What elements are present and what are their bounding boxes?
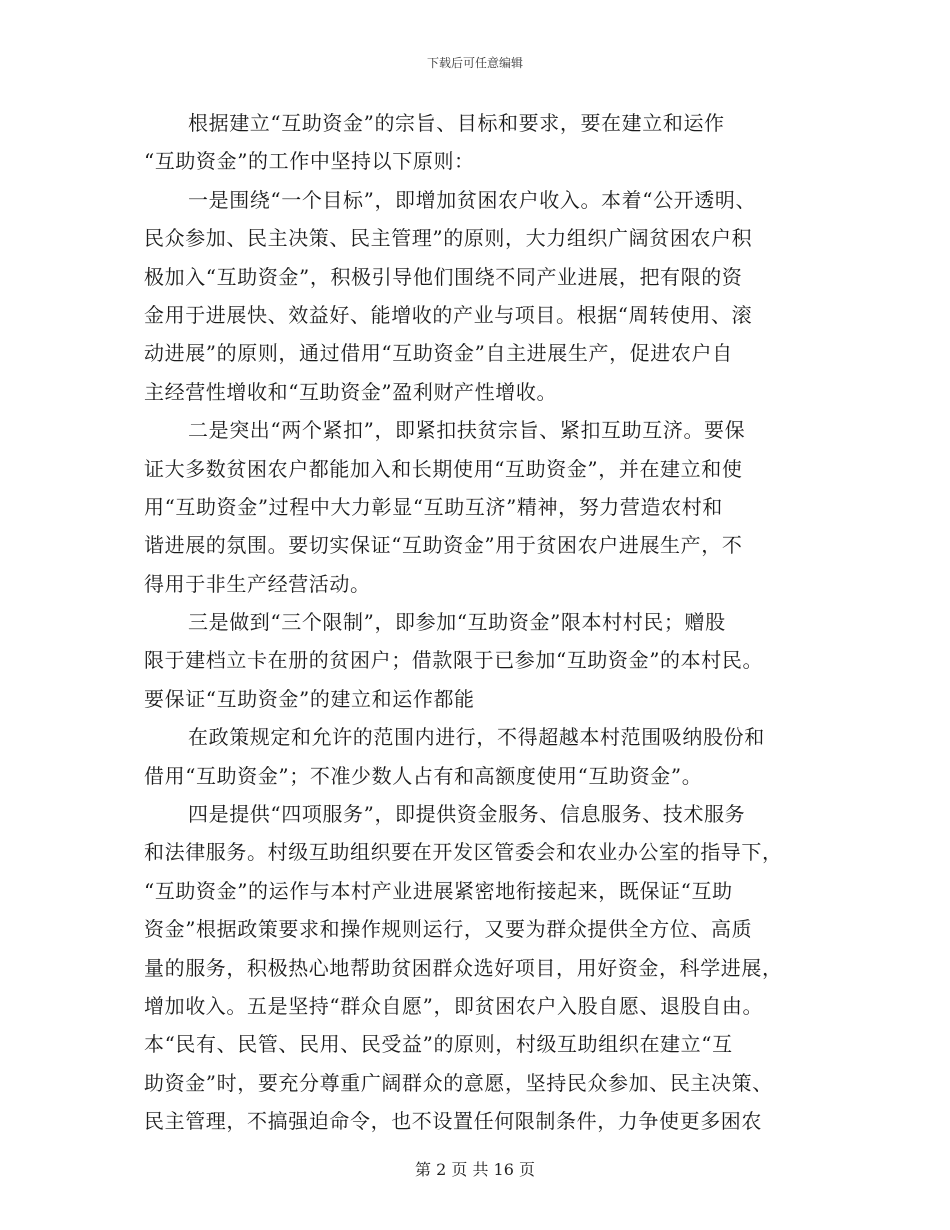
text-line: 三是做到“三个限制”，即参加“互助资金”限本村村民；赠股 [188, 610, 726, 635]
text-line: “互助资金”的工作中坚持以下原则： [144, 149, 475, 174]
text-line: “互助资金”的运作与本村产业进展紧密地衔接起来，既保证“互助 [144, 878, 733, 903]
text-line: 要保证“互助资金”的建立和运作都能 [144, 686, 475, 711]
text-line: 和法律服务。村级互助组织要在开发区管委会和农业办公室的指导下， [144, 840, 783, 865]
text-line: 增加收入。五是坚持“群众自愿”，即贫困农户入股自愿、退股自由。 [144, 993, 764, 1018]
text-line: 根据建立“互助资金”的宗旨、目标和要求，要在建立和运作 [188, 111, 725, 135]
text-line: 动进展”的原则，通过借用“互助资金”自主进展生产，促进农户自 [144, 341, 733, 366]
page-number-footer: 第 2 页 共 16 页 [415, 1160, 535, 1179]
text-line: 证大多数贫困农户都能加入和长期使用“互助资金”，并在建立和使 [144, 456, 743, 481]
text-line: 得用于非生产经营活动。 [144, 571, 371, 596]
text-line: 助资金”时，要充分尊重广阔群众的意愿，坚持民众参加、民主决策、 [144, 1070, 773, 1095]
text-line: 民主管理，不搞强迫命令，也不设置任何限制条件，力争使更多困农 [144, 1109, 762, 1134]
text-line: 极加入“互助资金”，积极引导他们围绕不同产业进展，把有限的资 [144, 264, 743, 289]
document-body [144, 104, 810, 1141]
text-line: 四是提供“四项服务”，即提供资金服务、信息服务、技术服务 [188, 802, 746, 827]
text-line: 资金”根据政策要求和操作规则运行，又要为群众提供全方位、高质 [144, 917, 753, 942]
text-line: 谐进展的氛围。要切实保证“互助资金”用于贫困农户进展生产，不 [144, 533, 743, 558]
page-header: 下载后可任意编辑 [426, 56, 523, 70]
text-line: 借用“互助资金”；不准少数人占有和高额度使用“互助资金”。 [144, 763, 703, 788]
text-line: 二是突出“两个紧扣”，即紧扣扶贫宗旨、紧扣互助互济。要保 [188, 418, 746, 443]
text-line: 在政策规定和允许的范围内进行，不得超越本村范围吸纳股份和 [188, 725, 765, 750]
text-line: 用“互助资金”过程中大力彰显“互助互济”精神，努力营造农村和 [144, 494, 723, 519]
text-line: 本“民有、民管、民用、民受益”的原则，村级互助组织在建立“互 [144, 1032, 733, 1057]
text-line: 量的服务，积极热心地帮助贫困群众选好项目，用好资金，科学进展， [144, 955, 783, 980]
text-line: 限于建档立卡在册的贫困户；借款限于已参加“互助资金”的本村民。 [144, 648, 764, 673]
text-line: 民众参加、民主决策、民主管理”的原则，大力组织广阔贫困农户积 [144, 226, 753, 251]
text-line: 金用于进展快、效益好、能增收的产业与项目。根据“周转使用、滚 [144, 302, 753, 327]
text-line: 一是围绕“一个目标”，即增加贫困农户收入。本着“公开透明、 [188, 187, 757, 212]
text-line: 主经营性增收和“互助资金”盈利财产性增收。 [144, 379, 558, 404]
